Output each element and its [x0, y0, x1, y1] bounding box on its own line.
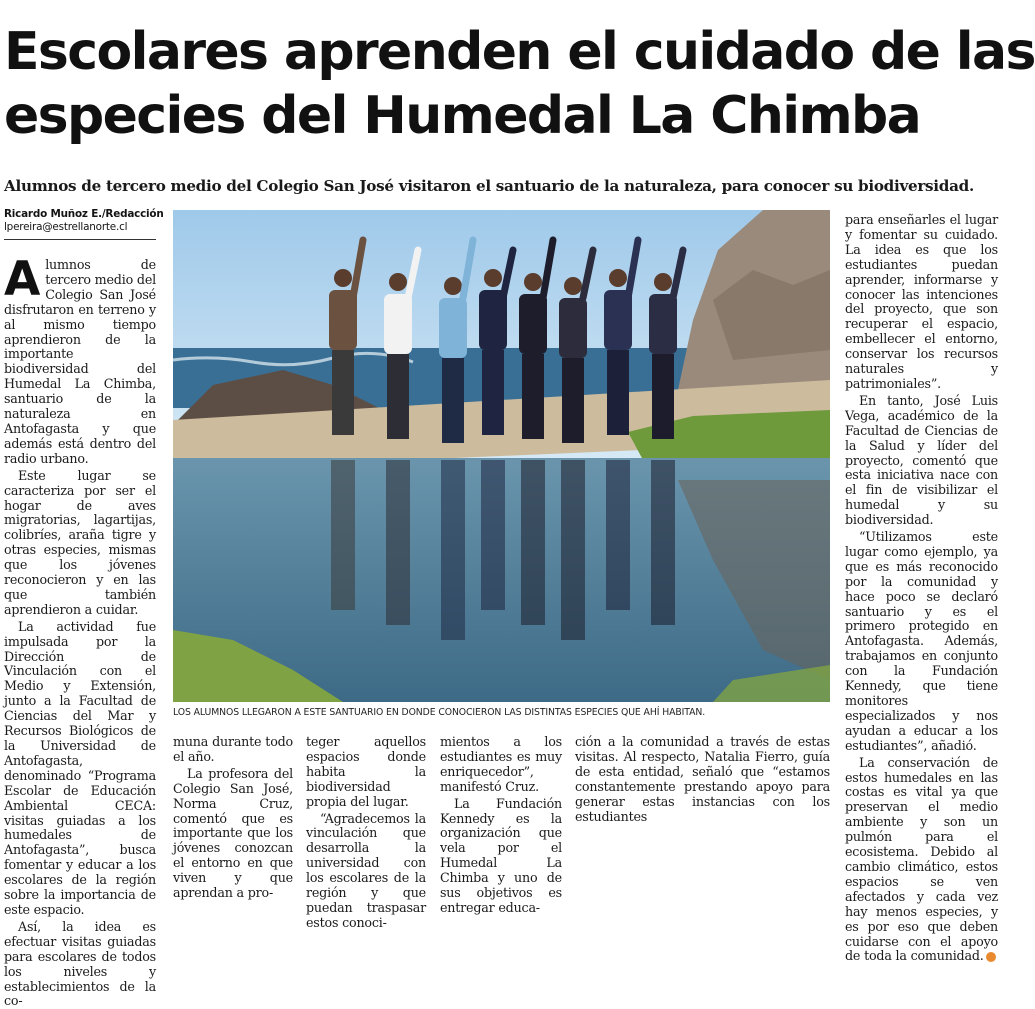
article-column-6 [845, 212, 998, 964]
paragraph: La Fundación Kennedy es la organización que vela por el Humedal La Chimba y uno de sus objetivos es entregar educa- [440, 795, 562, 915]
paragraph: Este lugar se caracteriza por ser el hogar de aves migratorias, lagartijas, colibríes, araña tigre y otras especies, mismas que los jóvenes reconocieron y en las que también aprendieron a cuidar. [4, 467, 156, 617]
reflection [521, 460, 545, 625]
paragraph: mientos a los estudiantes es muy enriquecedor”, manifestó Cruz. [440, 734, 562, 794]
reflection [331, 460, 355, 610]
reflection [481, 460, 505, 610]
lead-text: lumnos de tercero medio del Colegio San José disfrutaron en terreno y al mismo tiempo aprendieron de la importante biodiversidad del Humedal La Chimba, santuario de la naturaleza en Antofagasta y que además está dentro del radio urbano. [4, 257, 156, 466]
paragraph: muna durante todo el año. [173, 734, 293, 764]
lead-paragraph [4, 252, 156, 467]
paragraph: teger aquellos espacios donde habita la biodiversidad propia del lugar. [306, 734, 426, 809]
article-photo [173, 210, 830, 702]
reflection [606, 460, 630, 610]
paragraph: Así, la idea es efectuar visitas guiadas para escolares de todos los niveles y establecimientos de la co- [4, 918, 156, 1009]
article-column-3 [306, 734, 426, 930]
article-column-4 [440, 734, 562, 915]
byline [4, 208, 164, 240]
paragraph: ción a la comunidad a través de estas visitas. Al respecto, Natalia Fierro, guía de esta entidad, señaló que “estamos constantemente prestando apoyo para generar estas instancias con los estudiantes [575, 734, 830, 824]
headline-line-1: Escolares aprenden el cuidado de las [4, 22, 1035, 82]
paragraph: para enseñarles el lugar y fomentar su cuidado. La idea es que los estudiantes puedan aprender, informarse y conocer las intenciones del proyecto, que son recuperar el espacio, embellecer el entorno, conservar los recursos naturales y patrimoniales”. [845, 212, 998, 391]
closing-text: La conservación de estos humedales en las costas es vital ya que preservan el medio ambiente y son un pulmón para el ecosistema. Debido al cambio climático, estos espacios se ven afectados y cada vez hay menos especies, y es por eso que deben cuidarse con el apoyo de toda la comunidad. [845, 754, 998, 964]
article-column-1 [4, 252, 156, 1009]
paragraph [845, 756, 998, 965]
reflection [386, 460, 410, 625]
headline-line-2: especies del Humedal La Chimba [4, 86, 921, 146]
subheadline: Alumnos de tercero medio del Colegio San José visitaron el santuario de la naturaleza, para conocer su biodiversidad. [4, 177, 974, 195]
byline-author: Ricardo Muñoz E./Redacción [4, 208, 164, 220]
reflection [441, 460, 465, 640]
end-mark-icon [986, 952, 996, 962]
headline [4, 20, 1035, 148]
byline-email: lpereira@estrellanorte.cl [4, 221, 128, 233]
paragraph: La profesora del Colegio San José, Norma Cruz, comentó que es importante que los jóvenes conozcan el entorno en que viven y que aprendan a pro- [173, 765, 293, 901]
paragraph: La actividad fue impulsada por la Dirección de Vinculación con el Medio y Extensión, junto a la Facultad de Ciencias del Mar y Recursos Biológicos de la Universidad de Antofagasta, denominado “Programa Escolar de Educación Ambiental CECA: visitas guiadas a los humedales de Antofagasta”, busca fomentar y educar a los escolares de la región sobre la importancia de este espacio. [4, 618, 156, 917]
paragraph: En tanto, José Luis Vega, académico de la Facultad de Ciencias de la Salud y líder del proyecto, comentó que esta iniciativa nace con el fin de visibilizar el humedal y su biodiversidad. [845, 392, 998, 528]
students-at-wetland-photo [173, 210, 830, 702]
drop-cap: A [4, 252, 41, 307]
article-column-2 [173, 734, 293, 901]
reflection [561, 460, 585, 640]
paragraph: “Agradecemos la vinculación que desarrolla la universidad con los escolares de la región y que puedan traspasar estos conoci- [306, 810, 426, 930]
reflection [651, 460, 675, 625]
byline-divider [4, 239, 156, 240]
paragraph: “Utilizamos este lugar como ejemplo, ya que es más reconocido por la comunidad y hace poco se declaró santuario y es el primero protegido en Antofagasta. Además, trabajamos en conjunto con la Fundación Kennedy, que tiene monitores especializados y nos ayudan a educar a los estudiantes”, añadió. [845, 529, 998, 753]
photo-caption: LOS ALUMNOS LLEGARON A ESTE SANTUARIO EN DONDE CONOCIERON LAS DISTINTAS ESPECIES QUE AHÍ HABITAN. [173, 707, 706, 718]
article-column-5 [575, 735, 830, 868]
